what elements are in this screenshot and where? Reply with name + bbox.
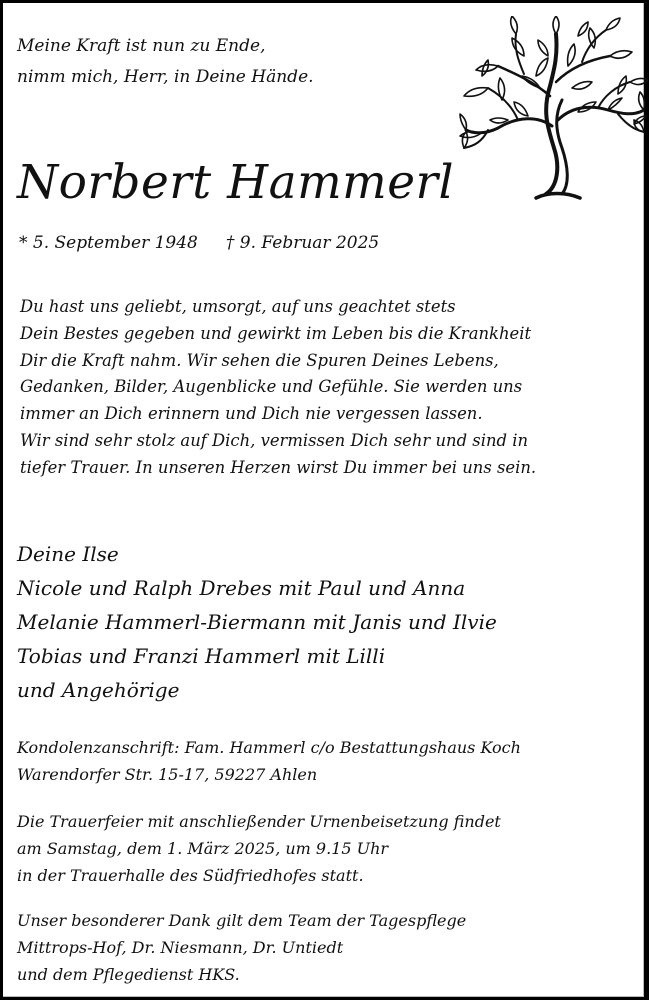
condolence-line: Warendorfer Str. 15-17, 59227 Ahlen — [17, 765, 318, 784]
tribute-line: Wir sind sehr stolz auf Dich, vermissen Dich sehr und sind in — [20, 430, 529, 450]
deceased-name: Norbert Hammerl — [17, 155, 455, 210]
ceremony-line: Die Trauerfeier mit anschließender Urnenbeisetzung findet — [17, 812, 501, 831]
tribute-text — [20, 294, 536, 482]
mourner-line: und Angehörige — [17, 678, 180, 702]
ceremony-line: am Samstag, dem 1. März 2025, um 9.15 Uhr — [17, 839, 389, 858]
thanks-line: und dem Pflegedienst HKS. — [17, 965, 240, 984]
tribute-line: Dein Bestes gegeben und gewirkt im Leben bis die Krankheit — [20, 323, 532, 343]
mourner-line: Melanie Hammerl-Biermann mit Janis und Ilvie — [17, 610, 497, 634]
opening-verse — [17, 31, 314, 93]
birth-date: * 5. September 1948 — [19, 233, 198, 253]
ceremony-line: in der Trauerhalle des Südfriedhofes statt. — [17, 866, 364, 885]
condolence-line: Kondolenzanschrift: Fam. Hammerl c/o Bestattungshaus Koch — [17, 738, 521, 757]
tribute-line: Du hast uns geliebt, umsorgt, auf uns geachtet stets — [20, 297, 456, 316]
mourner-line: Nicole und Ralph Drebes mit Paul und Anna — [17, 576, 466, 600]
mourners-list — [17, 537, 497, 707]
tribute-line: immer an Dich erinnern und Dich nie vergessen lassen. — [20, 404, 483, 424]
mourner-line: Deine Ilse — [17, 542, 119, 566]
obituary-notice — [3, 3, 644, 997]
tribute-line: Dir die Kraft nahm. Wir sehen die Spuren Deines Lebens, — [20, 350, 499, 370]
acknowledgements — [17, 907, 466, 988]
tribute-line: tiefer Trauer. In unseren Herzen wirst Du immer bei uns sein. — [20, 457, 537, 477]
life-dates — [19, 231, 379, 255]
tribute-line: Gedanken, Bilder, Augenblicke und Gefühle. Sie werden uns — [20, 377, 523, 397]
funeral-ceremony-info — [17, 808, 501, 889]
verse-line: nimm mich, Herr, in Deine Hände. — [17, 67, 314, 87]
tree-icon — [458, 16, 648, 206]
death-date: † 9. Februar 2025 — [225, 233, 380, 253]
thanks-line: Mittrops-Hof, Dr. Niesmann, Dr. Untiedt — [17, 938, 344, 957]
verse-line: Meine Kraft ist nun zu Ende, — [17, 36, 266, 56]
mourner-line: Tobias und Franzi Hammerl mit Lilli — [17, 644, 386, 668]
condolence-address — [17, 734, 521, 788]
thanks-line: Unser besonderer Dank gilt dem Team der Tagespflege — [17, 911, 467, 930]
